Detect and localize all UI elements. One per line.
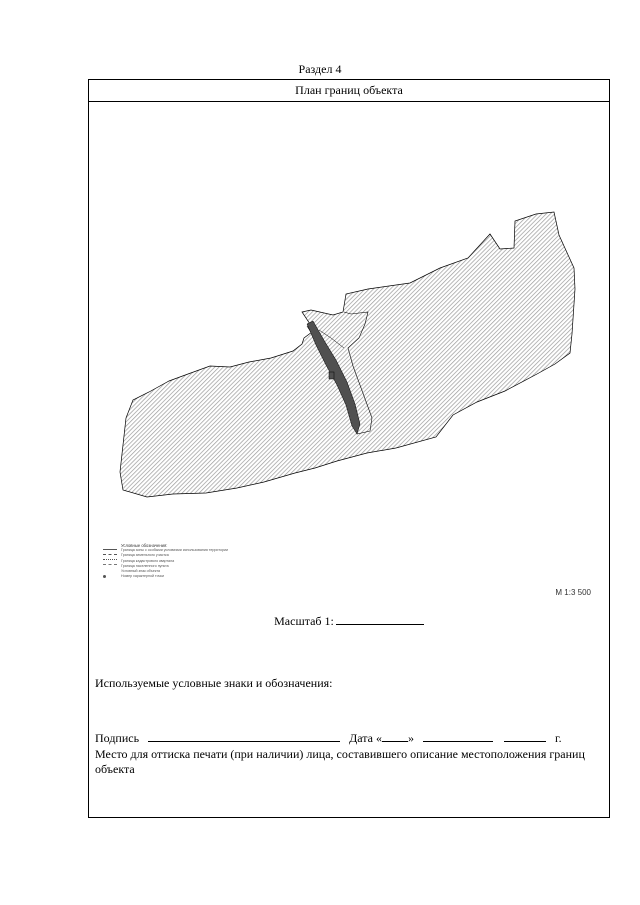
map-scale-note: М 1:3 500 bbox=[555, 588, 591, 597]
legend-item: Номер характерной точки bbox=[103, 574, 228, 579]
legend-title: Условные обозначения: bbox=[121, 543, 168, 548]
legend-item: Граница зоны с особыми условиями использования территории bbox=[103, 548, 228, 553]
legend-point-icon bbox=[103, 575, 106, 578]
boundary-plan-map bbox=[89, 102, 609, 542]
legend-item: Граница населенного пункта bbox=[103, 564, 228, 569]
document-frame bbox=[88, 79, 610, 818]
legend-line-icon bbox=[103, 549, 117, 553]
map-legend bbox=[103, 543, 228, 579]
section-title: Раздел 4 bbox=[298, 62, 342, 76]
legend-item: Граница земельного участка bbox=[103, 553, 228, 558]
legend-item: Условный знак объекта bbox=[103, 569, 228, 574]
legend-dotted-line-icon bbox=[103, 559, 117, 563]
legend-dashed-line-icon bbox=[103, 564, 117, 568]
date-label: Дата « bbox=[349, 731, 382, 745]
legend-blank-icon bbox=[103, 570, 117, 573]
parcel-area bbox=[120, 212, 575, 497]
year-suffix: г. bbox=[555, 731, 562, 745]
scale-field bbox=[89, 614, 609, 629]
date-year-field[interactable] bbox=[504, 730, 546, 742]
scale-value-input[interactable] bbox=[336, 614, 424, 625]
signature-field[interactable] bbox=[148, 730, 340, 742]
date-day-field[interactable] bbox=[382, 730, 408, 742]
date-close-quote: » bbox=[408, 731, 414, 745]
date-month-field[interactable] bbox=[423, 730, 493, 742]
symbols-label: Используемые условные знаки и обозначения: bbox=[95, 676, 333, 690]
signature-label: Подпись bbox=[95, 731, 140, 745]
stamp-note: Место для оттиска печати (при наличии) лица, составившего описание местоположения границ объекта bbox=[95, 747, 585, 776]
small-building bbox=[329, 372, 334, 379]
scale-label: Масштаб 1: bbox=[274, 614, 334, 628]
signature-date-line bbox=[95, 730, 562, 746]
frame-header: План границ объекта bbox=[89, 80, 609, 102]
legend-item: Граница кадастрового квартала bbox=[103, 559, 228, 564]
legend-dashed-line-icon bbox=[103, 554, 117, 558]
